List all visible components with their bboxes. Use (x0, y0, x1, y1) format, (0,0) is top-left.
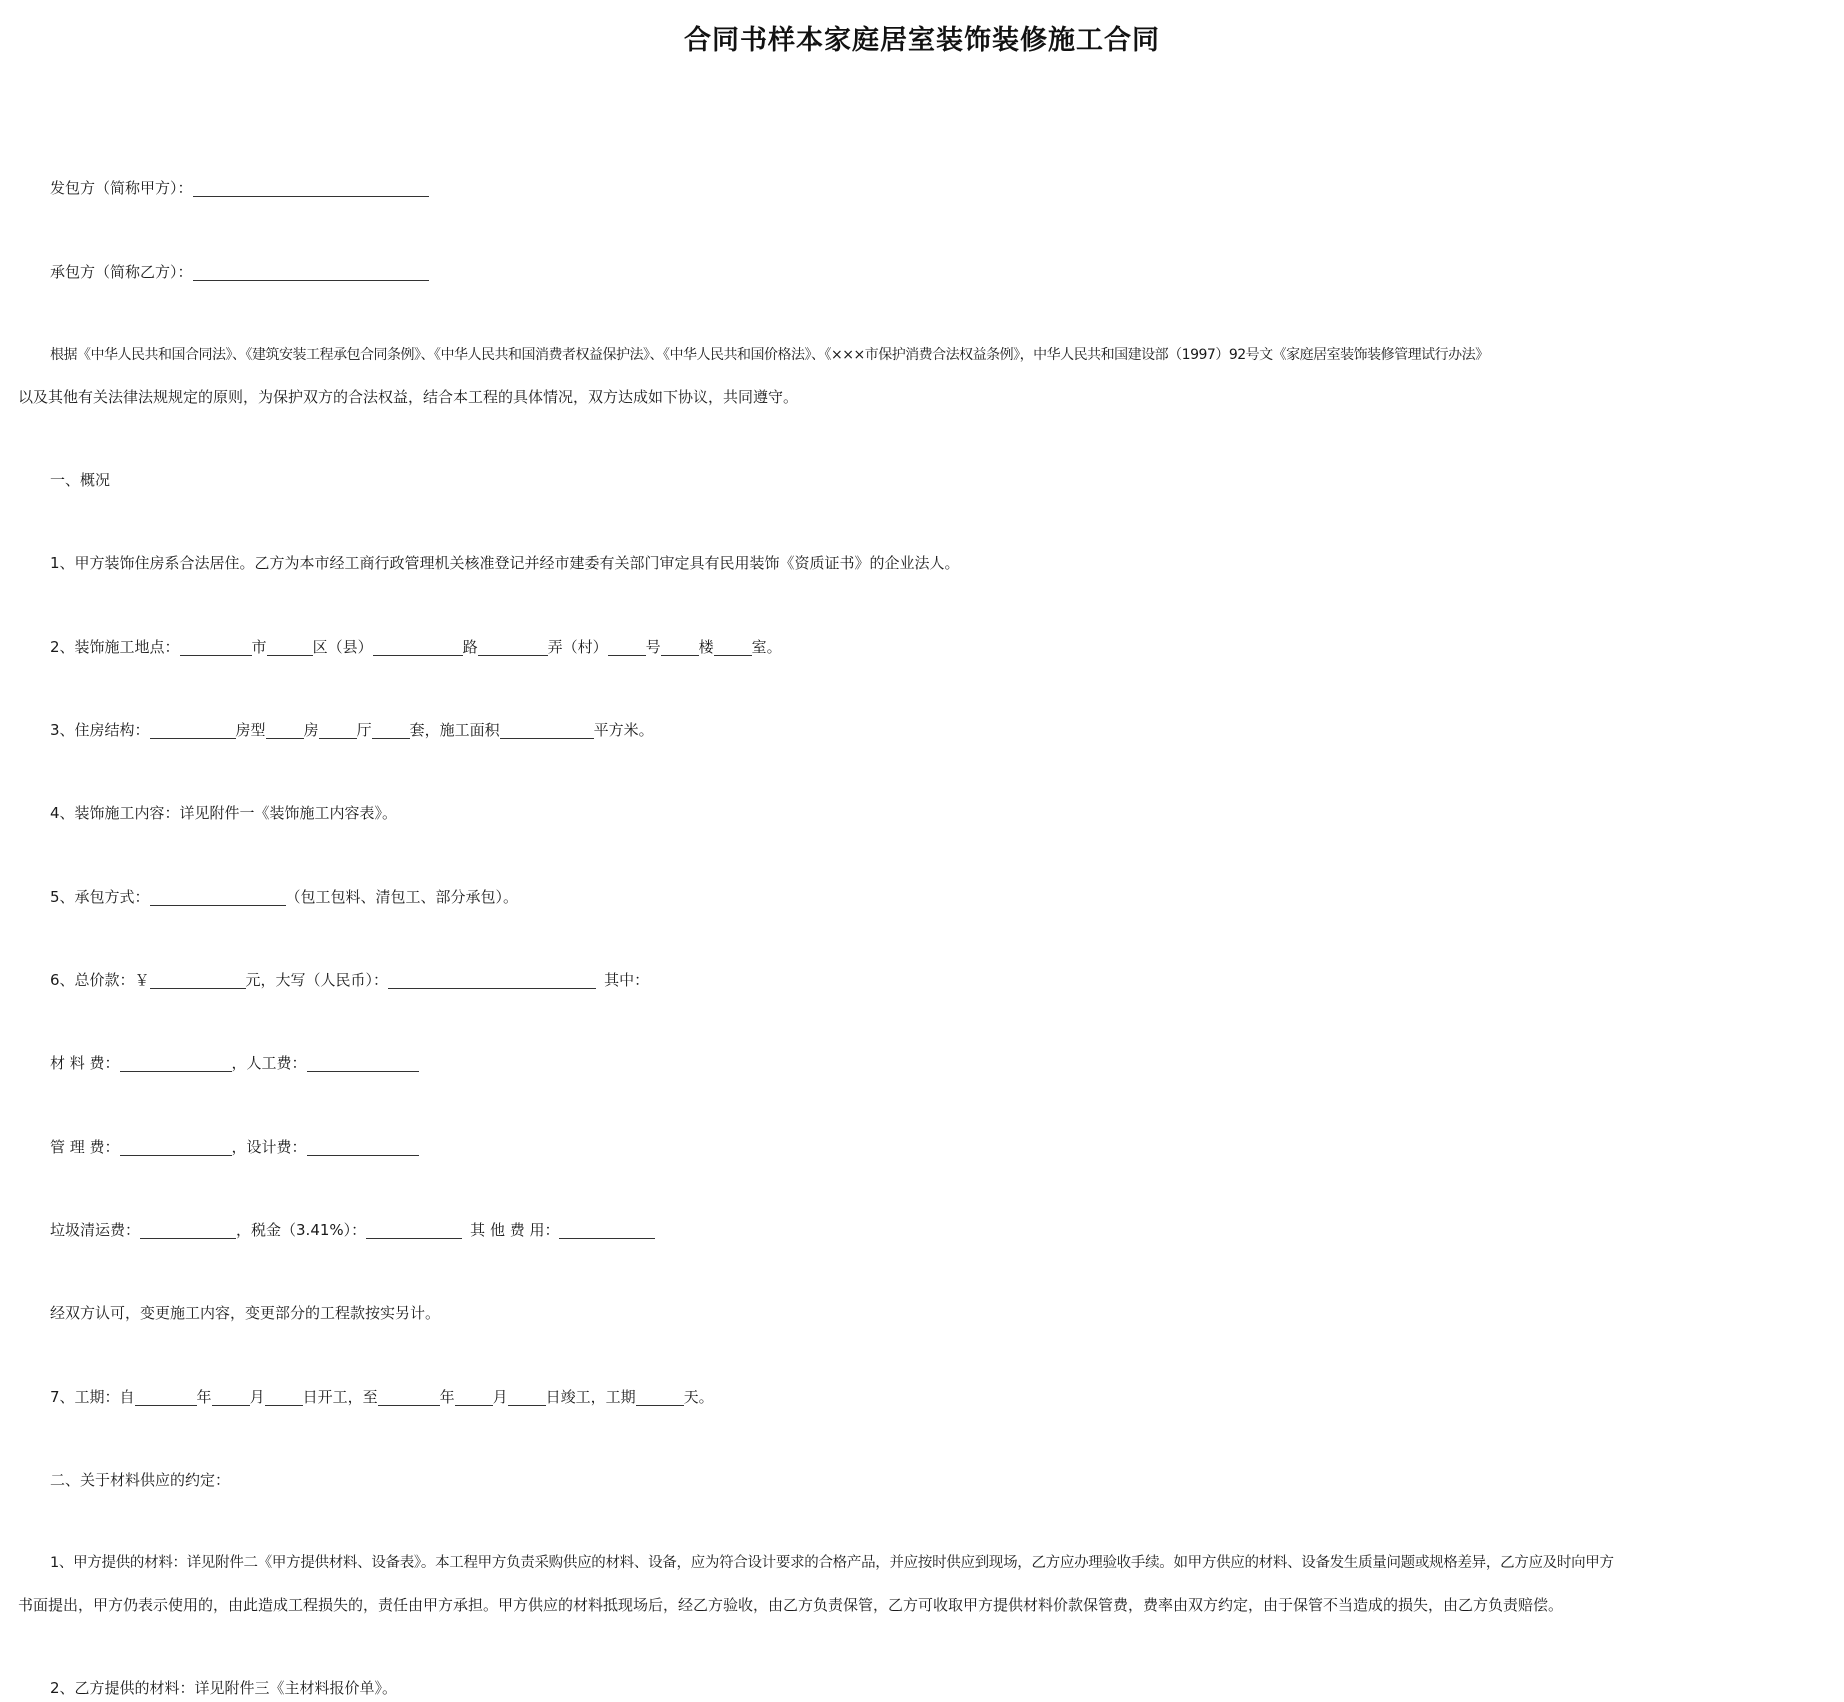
total-price-blank[interactable] (150, 972, 246, 989)
start-day-blank[interactable] (265, 1389, 303, 1406)
road-blank[interactable] (373, 639, 463, 656)
rooms-label: 房 (303, 721, 319, 739)
end-day-label: 日竣工，工期 (545, 1388, 636, 1406)
item-3-line (50, 720, 654, 740)
tax-blank[interactable] (366, 1222, 462, 1239)
material-2: 2、乙方提供的材料：详见附件三《主材料报价单》。 (50, 1679, 398, 1697)
party-a-line (50, 178, 429, 198)
end-year-blank[interactable] (378, 1389, 440, 1406)
garbage-fee-label: 垃圾清运费： (50, 1221, 141, 1239)
room-blank[interactable] (714, 639, 752, 656)
item-5-line (50, 887, 518, 907)
rooms-blank[interactable] (266, 722, 304, 739)
room-label: 室。 (751, 638, 782, 656)
management-fee-label: 管 理 费： (50, 1138, 120, 1156)
document-title: 合同书样本家庭居室装饰装修施工合同 (684, 25, 1160, 56)
section-2-title: 二、关于材料供应的约定： (50, 1471, 231, 1489)
city-blank[interactable] (180, 639, 252, 656)
change-note: 经双方认可，变更施工内容，变更部分的工程款按实另计。 (50, 1304, 441, 1322)
item-6-label: 6、总价款：￥ (50, 971, 150, 989)
building-blank[interactable] (661, 639, 699, 656)
party-a-label: 发包方（简称甲方）： (50, 179, 193, 197)
management-fee-blank[interactable] (120, 1139, 232, 1156)
start-day-label: 日开工，至 (302, 1388, 378, 1406)
duration-blank[interactable] (636, 1389, 684, 1406)
labor-fee-blank[interactable] (307, 1055, 419, 1072)
total-price-uppercase-blank[interactable] (388, 972, 596, 989)
contract-method-note: （包工包料、清包工、部分承包）。 (285, 888, 519, 906)
start-month-blank[interactable] (212, 1389, 250, 1406)
basis-paragraph-line2: 以及其他有关法律法规规定的原则，为保护双方的合法权益，结合本工程的具体情况，双方达成如下协议，共同遵守。 (18, 388, 799, 406)
end-day-blank[interactable] (508, 1389, 546, 1406)
fee-line-3 (50, 1220, 655, 1240)
district-blank[interactable] (267, 639, 313, 656)
lane-label: 弄（村） (547, 638, 608, 656)
halls-blank[interactable] (319, 722, 357, 739)
area-blank[interactable] (500, 722, 594, 739)
item-4: 4、装饰施工内容：详见附件一《装饰施工内容表》。 (50, 804, 398, 822)
number-label: 号 (645, 638, 661, 656)
type-label: 房型 (235, 721, 266, 739)
start-year-blank[interactable] (135, 1389, 197, 1406)
material-1-line2: 书面提出，甲方仍表示使用的，由此造成工程损失的，责任由甲方承担。甲方供应的材料抵现场后，经乙方验收，由乙方负责保管，乙方可收取甲方提供材料价款保管费，费率由双方约定，由于保管不当造成的损失，由乙方负责赔偿。 (18, 1596, 1564, 1614)
duration-label: 天。 (683, 1388, 714, 1406)
item-2-line (50, 637, 782, 657)
structure-blank[interactable] (150, 722, 236, 739)
party-b-blank[interactable] (193, 264, 429, 281)
suites-label: 套，施工面积 (409, 721, 500, 739)
material-fee-label: 材 料 费： (50, 1054, 120, 1072)
tax-label: ，税金（3.41%）： (236, 1221, 367, 1239)
labor-fee-label: ，人工费： (231, 1054, 307, 1072)
section-1-title: 一、概况 (50, 471, 111, 489)
area-unit-label: 平方米。 (593, 721, 654, 739)
garbage-fee-blank[interactable] (140, 1222, 236, 1239)
item-2-label: 2、装饰施工地点： (50, 638, 180, 656)
fee-line-2 (50, 1137, 419, 1157)
contract-method-blank[interactable] (150, 889, 286, 906)
item-5-label: 5、承包方式： (50, 888, 150, 906)
city-label: 市 (251, 638, 267, 656)
item-7-label: 7、工期：自 (50, 1388, 135, 1406)
halls-label: 厅 (356, 721, 372, 739)
other-fee-label: 其 他 费 用： (470, 1221, 560, 1239)
item-3-label: 3、住房结构： (50, 721, 150, 739)
end-month-blank[interactable] (455, 1389, 493, 1406)
design-fee-blank[interactable] (307, 1139, 419, 1156)
suites-blank[interactable] (372, 722, 410, 739)
party-b-label: 承包方（简称乙方）： (50, 263, 193, 281)
building-label: 楼 (698, 638, 714, 656)
material-1-line1: 1、甲方提供的材料：详见附件二《甲方提供材料、设备表》。本工程甲方负责采购供应的材料、设备，应为符合设计要求的合格产品，并应按时供应到现场，乙方应办理验收手续。如甲方供应的材料、设备发生质量问题或规格差异，乙方应及时向甲方 (50, 1555, 1614, 1571)
basis-paragraph-line1: 根据《中华人民共和国合同法》、《建筑安装工程承包合同条例》、《中华人民共和国消费者权益保护法》、《中华人民共和国价格法》、《×××市保护消费合法权益条例》，中华人民共和国建设部（1997）92号文《家庭居室装饰装修管理试行办法》 (50, 347, 1489, 363)
total-price-uppercase-label: 元，大写（人民币）： (245, 971, 389, 989)
fee-line-1 (50, 1053, 419, 1073)
material-fee-blank[interactable] (120, 1055, 232, 1072)
road-label: 路 (462, 638, 478, 656)
number-blank[interactable] (608, 639, 646, 656)
end-month-label: 月 (492, 1388, 508, 1406)
item-7-line (50, 1387, 714, 1407)
other-fee-blank[interactable] (559, 1222, 655, 1239)
party-b-line (50, 262, 429, 282)
start-month-label: 月 (249, 1388, 265, 1406)
district-label: 区（县） (312, 638, 373, 656)
start-year-label: 年 (196, 1388, 212, 1406)
item-6-line (50, 970, 649, 990)
end-year-label: 年 (439, 1388, 455, 1406)
design-fee-label: ，设计费： (231, 1138, 307, 1156)
among-label: 其中： (604, 971, 650, 989)
lane-blank[interactable] (478, 639, 548, 656)
item-1: 1、甲方装饰住房系合法居住。乙方为本市经工商行政管理机关核准登记并经市建委有关部门审定具有民用装饰《资质证书》的企业法人。 (50, 554, 960, 572)
party-a-blank[interactable] (193, 180, 429, 197)
